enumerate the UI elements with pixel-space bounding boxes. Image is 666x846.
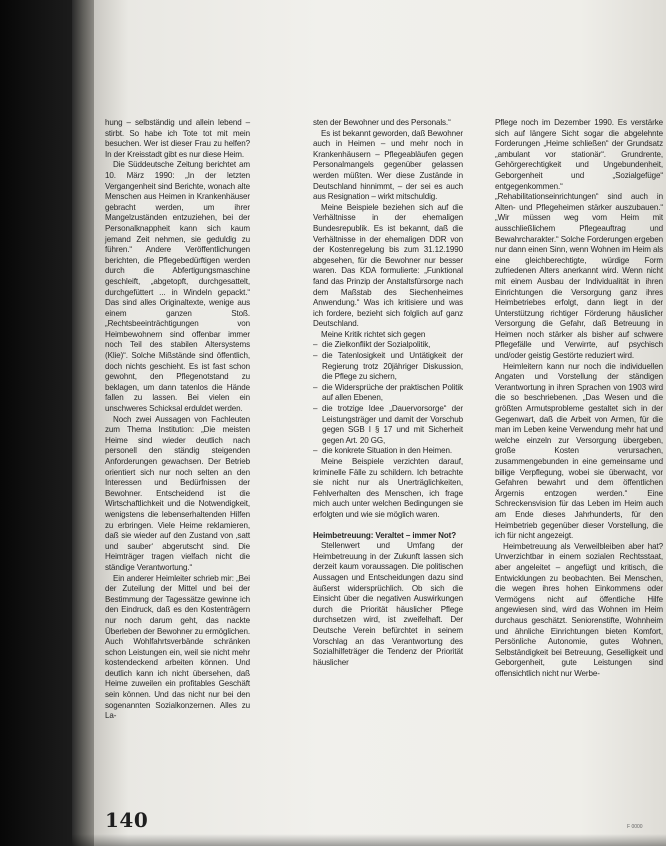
- bullet-list: [313, 340, 463, 457]
- paragraph: Es ist bekannt geworden, daß Bewohner auch in Heimen – und mehr noch in Krankenhäusern – Pflegeabläufen gegen Personalmangels gegenüber gelassen werden müßten. Wer diese Zustände in Deutschland hinnimmt, – der sei es auch aus Resignation – wirkt mitschuldig.: [313, 128, 463, 202]
- paragraph: Die Süddeutsche Zeitung berichtet am 10. März 1990: „In der letzten Vergangenheit sind Berichte, wonach alte Menschen aus Heimen in Krankenhäuser gebracht werden, um ihrer Mangelzuständen entzuziehen, bei der Personalknappheit kann sich kaum jemand Zeit nehmen, sie geduldig zu führen.“ Andere Veröffentlichungen berichten, die Pflegebedürftigen werden durch die Abfertigungsmaschine geschleift, „abgetopft, durchgesattelt, durchgefüttert ... in Windeln gepackt.“ Das sind alles Originaltexte, wenige aus einem ganzen Stoß. „Rechtsbeeinträchtigungen von Heimbewohnern sind offenbar immer noch Teil des stabilen Altersystems (Klie)“. Solche Mißstände sind öffentlich, doch nichts geschieht. Es ist fast schon gewohnt, den Pflegenotstand zu beklagen, um dann tatenlos die Hände fallen zu lassen. Bei vielen ein unschweres Schicksal erduldet werden.: [105, 160, 250, 414]
- paragraph: hung – selbständig und allein lebend – stirbt. So habe ich Tote tot mit mein besuchen. Wer ist dieser Frau zu helfen? In der Kreisstadt gibt es nur diese Heim.: [105, 118, 250, 159]
- bullet-item: – die trotzige Idee „Dauervorsorge“ der Leistungsträger und damit der Vorschub gegen SGB I § 17 und mit Sicherheit gegen Art. 20 GG,: [322, 404, 463, 446]
- book-spine: [0, 0, 72, 846]
- text-column-2: [313, 118, 463, 668]
- paragraph: Ein anderer Heimleiter schrieb mir: „Bei der Zuteilung der Mittel und bei der Bestimmung der Tagessätze gewinne ich den Eindruck, daß es den Kostenträgern nur noch darum geht, das nackte Überleben der Bewohner zu ermöglichen. Auch Wohlfahrtsverbände schränken schon Leistungen ein, weil sie nicht mehr kostendeckend arbeiten können. Und deutlich kann ich nicht übersehen, daß Heime zuweilen ein profitables Geschäft sein können. Und das nicht nur bei den sogenannten Sozialkonzernen. Alles zu La-: [105, 573, 250, 721]
- bullet-item: – die Widersprüche der praktischen Politik auf allen Ebenen,: [322, 383, 463, 404]
- paragraph: Heimleitern kann nur noch die individuellen Angaten und Vorstellung der ständigen Verantwortung in ihren Sprachen von 1903 wird die so beschriebenen. „Das Wesen und die größten Armutsprobleme gestaltet sich in der Gegenwart, daß die Arbeit von Armen, für die man im Leben keine Verwendung mehr hat und welche einzeln zur Versorgung übergeben, große Kosten verursachen, zusammengebunden in eine gemeinsame und billige Verpflegung, wobei sie überwacht, vor Gefahren bewahrt und dem öffentlichen Ärgernis entzogen werden.“ Eine Schreckensvision für das Leben im Heim auch am Ende dieses Jahrhunderts, für den Heimbetrieb gegenüber dieser Vorstellung, die ich für nicht angezeigt.: [495, 361, 663, 541]
- paragraph: Meine Beispiele beziehen sich auf die Verhältnisse in der ehemaligen Bundesrepublik. Es ist bekannt, daß die Verhältnisse in der ehemaligen DDR von der Kostenregelung bis zum 31.12.1990 abgesehen, für die Bewohner nur besser waren. Das KDA formulierte: „Funktional fand das Prinzip der Anstaltsfürsorge nach dem Maßstab des Siechenheimes Anwendung.“ Was ich kritisiere und was ich fordere, bezieht sich folglich auf ganz Deutschland.: [313, 202, 463, 329]
- paragraph: sten der Bewohner und des Personals.“: [313, 118, 451, 127]
- paragraph: Stellenwert und Umfang der Heimbetreuung in der Zukunft lassen sich derzeit kaum voraussagen. Die politischen Aussagen und Entscheidungen dazu sind äußerst widersprüchlich. Ob sich die Einsicht über die negativen Auswirkungen durch die Priorität häuslicher Pflege durchsetzen wird, ist zweifelhaft. Der Deutsche Verein befürchtet in seinem Vorschlag an das Verantwortung des Sozialhilfeträger die Tendenz der Priorität häuslicher: [313, 541, 463, 667]
- text-column-1: [105, 118, 250, 722]
- footer-code: F 0000: [627, 824, 643, 830]
- section-heading: Heimbetreuung: Veraltet – immer Not?: [313, 530, 457, 540]
- bullet-item: – die konkrete Situation in den Heimen.: [322, 446, 463, 457]
- page-edge: [72, 0, 94, 846]
- paragraph: Meine Kritik richtet sich gegen: [321, 329, 426, 339]
- bullet-item: – die Tatenlosigkeit und Untätigkeit der Regierung trotz 20jähriger Diskussion, die Pflege zu sichern,: [322, 351, 463, 383]
- text-column-3: [495, 118, 663, 679]
- paragraph: Heimbetreuung als Verweilbleiben aber hat? Unverzichtbar in einem sozialen Rechtsstaat, aber angeleitet – angefügt und kritisch, die Entwicklungen zu beobachten. Bei Menschen, die wegen ihres hohen Einkommens oder Vermögens nicht auf öffentliche Hilfe angewiesen sind, wird das Wohnen im Heim durchaus geschätzt. Seniorenstifte, Wohnheim und ähnliche Einrichtungen bieten Komfort, Persönliche Autonomie, gutes Wohnen, Selbständigkeit bei Betreuung, Geselligkeit und Geborgenheit, gute Leistungen sind offensichtlich nicht nur Werbe-: [495, 541, 663, 678]
- book-page: [94, 0, 666, 846]
- bullet-item: – die Zielkonflikt der Sozialpolitik,: [322, 340, 463, 351]
- paragraph: Meine Beispiele verzichten darauf, kriminelle Fälle zu schildern. Ich betrachte sie nicht nur als Unerträglichkeiten, Fehlverhalten des Menschen, ich frage mich auch unter welchen Bedingungen sie erfolgten und wie sie möglich waren.: [313, 457, 463, 519]
- page-number: 140: [105, 808, 149, 832]
- paragraph: Pflege noch im Dezember 1990. Es verstärke sich auf längere Sicht sogar die abgelehnte Forderungen „Heime schließen“ der Grundsatz „ambulant vor stationär“. Grundrente, Gehörgerechtigkeit und Ungebundenheit, Geborgenheit und „Sozialgefüge“ entgegenkommen.“ „Rehabilitationseinrichtungen“ sind auch in Alten- und Pflegeheimen stärker auszubauen.“ „Wir müssen weg vom Heim mit ausschließlichem Pflegeauftrag und Bewahrcharakter.“ Solche Forderungen ergeben nur dann einen Sinn, wenn Wohnen im Heim als eine gleichberechtigte, würdige Form zufriedenen Alters anerkannt wird. Wenn nicht mit einem Ausbau der Individualität in ihren Einrichtungen die Versorgung ganz ihres Heimbetriebes erfolgt, dann liegt in der Unterstützung richtiger Förderung häuslicher Versorgung die Gefahr, daß Betreuung in Heimen noch stärker als bisher auf schwere Pflegefälle und Verwirrte, auf psychisch und/oder geistig Gestörte reduziert wird.: [495, 118, 663, 361]
- paragraph: Noch zwei Aussagen von Fachleuten zum Thema Institution: „Die meisten Heime sind wieder deutlich nach personell den ständig steigenden Anforderungen gewachsen. Der Betrieb orientiert sich nur noch selten an den Interessen und Bedürfnissen der Bewohner. Entscheidend ist die Wirtschaftlichkeit und die Notwendigkeit, wenigstens die lebenserhaltenden Hilfen zu erbringen. Viele Heime reklamieren, daß sie wieder auf den Zustand von ‚satt und sauber‘ abgerutscht sind. Die Heimträger tragen vielfach nicht die ständige Verantwortung.“: [105, 414, 250, 572]
- bottom-shadow: [72, 834, 666, 846]
